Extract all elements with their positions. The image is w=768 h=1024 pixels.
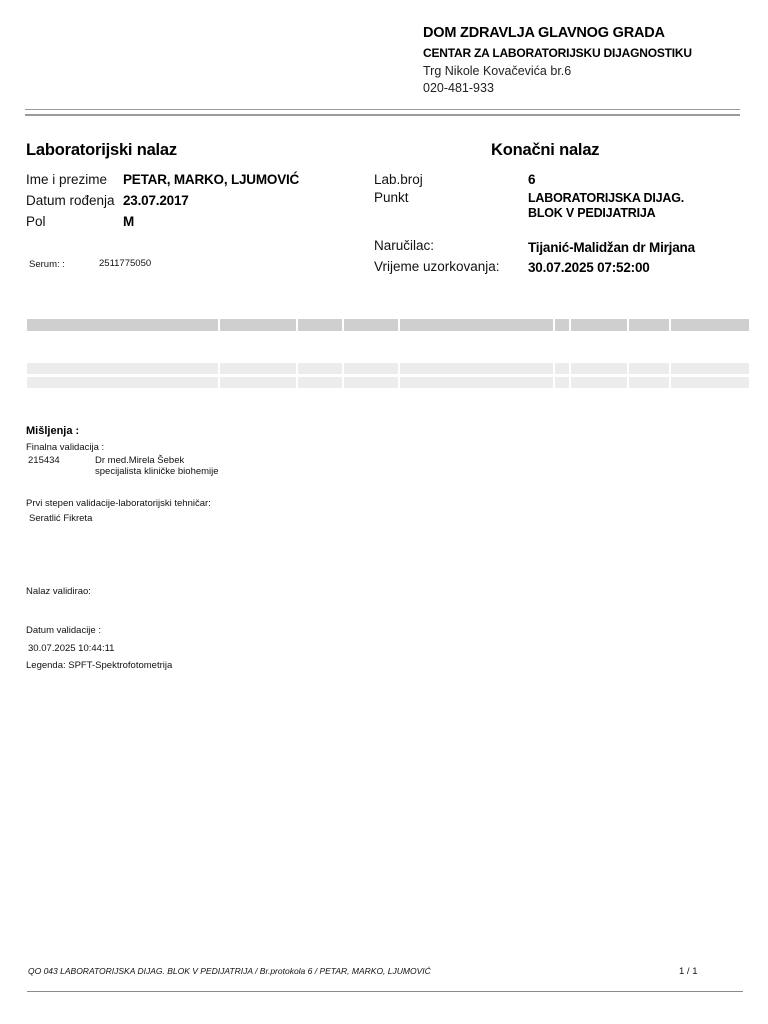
table-cell — [344, 377, 400, 388]
serum-label: Serum: : — [29, 259, 65, 270]
table-header-cell — [220, 319, 298, 331]
first-stage-label: Prvi stepen validacije-laboratorijski tehničar: — [26, 498, 211, 509]
table-header-cell — [27, 319, 220, 331]
header-divider — [25, 109, 740, 116]
table-cell — [220, 377, 298, 388]
table-header-cell — [298, 319, 344, 331]
table-row — [27, 377, 749, 388]
table-cell — [298, 377, 344, 388]
table-cell — [671, 377, 749, 388]
table-cell — [571, 377, 629, 388]
report-status: Konačni nalaz — [491, 141, 600, 159]
table-header-cell — [344, 319, 400, 331]
final-validation-label: Finalna validacija : — [26, 442, 105, 453]
institution-address: Trg Nikole Kovačevića br.6 — [423, 64, 572, 78]
final-validation-code: 215434 — [28, 455, 60, 466]
lab-number: 6 — [528, 172, 536, 187]
validation-date-label: Datum validacije : — [26, 625, 101, 636]
page-number: 1 / 1 — [679, 966, 698, 977]
table-cell — [298, 363, 344, 374]
table-cell — [671, 363, 749, 374]
lab-number-label: Lab.broj — [374, 172, 423, 187]
table-cell — [629, 363, 671, 374]
institution-phone: 020-481-933 — [423, 81, 494, 95]
point-line2: BLOK V PEDIJATRIJA — [528, 206, 656, 220]
patient-name: PETAR, MARKO, LJUMOVIĆ — [123, 172, 300, 187]
patient-name-label: Ime i prezime — [26, 172, 108, 187]
final-validation-title: specijalista kliničke biohemije — [95, 466, 219, 477]
patient-dob: 23.07.2017 — [123, 193, 189, 208]
point-label: Punkt — [374, 190, 409, 205]
institution-name: DOM ZDRAVLJA GLAVNOG GRADA — [423, 25, 665, 41]
table-header-cell — [400, 319, 555, 331]
validation-date: 30.07.2025 10:44:11 — [28, 643, 115, 654]
opinions-label: Mišljenja : — [26, 425, 80, 437]
footer-text: QO 043 LABORATORIJSKA DIJAG. BLOK V PEDIJATRIJA / Br.protokola 6 / PETAR, MARKO, LJUMOVIĆ — [28, 966, 431, 976]
table-header-cell — [571, 319, 629, 331]
table-cell — [27, 377, 220, 388]
table-row — [27, 363, 749, 374]
patient-dob-label: Datum rođenja — [26, 193, 115, 208]
results-table-header — [27, 319, 749, 331]
orderer-label: Naručilac: — [374, 238, 435, 253]
table-cell — [555, 363, 571, 374]
table-header-cell — [629, 319, 671, 331]
serum-value: 2511775050 — [99, 258, 152, 269]
table-cell — [555, 377, 571, 388]
point-line1: LABORATORIJSKA DIJAG. — [528, 191, 684, 205]
final-validation-doctor: Dr med.Mirela Šebek — [95, 455, 185, 466]
table-cell — [220, 363, 298, 374]
table-cell — [629, 377, 671, 388]
report-title: Laboratorijski nalaz — [26, 141, 177, 159]
table-cell — [571, 363, 629, 374]
orderer: Tijanić-Malidžan dr Mirjana — [528, 240, 695, 255]
patient-sex: M — [123, 214, 135, 229]
sample-time-label: Vrijeme uzorkovanja: — [374, 259, 500, 274]
sample-time: 30.07.2025 07:52:00 — [528, 260, 650, 275]
legend: Legenda: SPFT-Spektrofotometrija — [26, 660, 173, 671]
table-cell — [400, 377, 555, 388]
technician-name: Seratlić Fikreta — [29, 513, 93, 524]
validated-by-label: Nalaz validirao: — [26, 586, 91, 597]
table-header-cell — [671, 319, 749, 331]
table-header-cell — [555, 319, 571, 331]
table-cell — [344, 363, 400, 374]
table-cell — [400, 363, 555, 374]
table-cell — [27, 363, 220, 374]
footer-divider — [27, 991, 743, 992]
institution-department: CENTAR ZA LABORATORIJSKU DIJAGNOSTIKU — [423, 46, 692, 60]
patient-sex-label: Pol — [26, 214, 46, 229]
